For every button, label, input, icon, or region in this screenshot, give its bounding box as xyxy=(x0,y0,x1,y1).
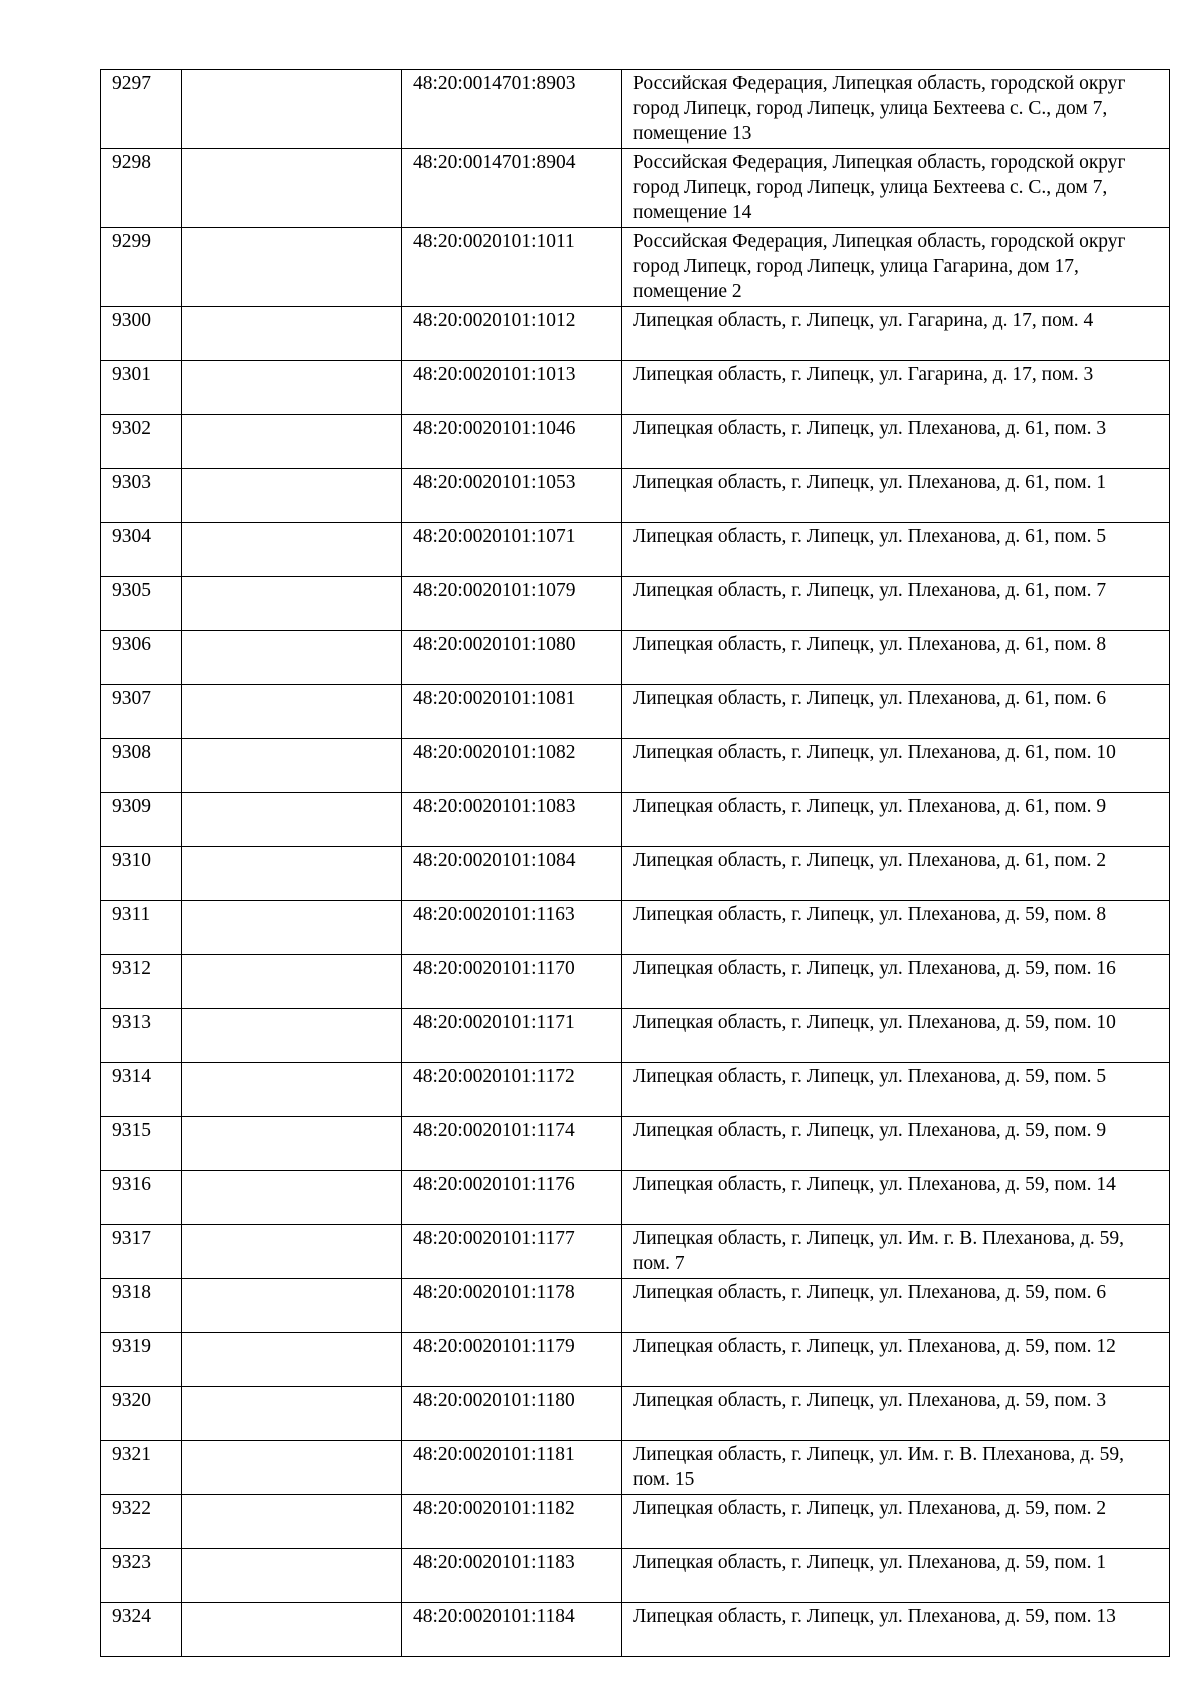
empty-cell xyxy=(182,523,402,577)
table-row xyxy=(101,361,1170,415)
registry-table xyxy=(100,69,1170,1657)
table-row xyxy=(101,685,1170,739)
table-row xyxy=(101,901,1170,955)
table-row xyxy=(101,955,1170,1009)
empty-cell xyxy=(182,1171,402,1225)
empty-cell xyxy=(182,1333,402,1387)
empty-cell xyxy=(182,1495,402,1549)
row-number: 9307 xyxy=(101,685,182,739)
row-number: 9308 xyxy=(101,739,182,793)
cadastral-number: 48:20:0020101:1178 xyxy=(402,1279,622,1333)
cadastral-number: 48:20:0020101:1079 xyxy=(402,577,622,631)
address: Российская Федерация, Липецкая область, городской округ город Липецк, город Липецк, улица Бехтеева с. С., дом 7, помещение 13 xyxy=(622,70,1170,149)
address: Липецкая область, г. Липецк, ул. Плеханова, д. 59, пом. 8 xyxy=(622,901,1170,955)
cadastral-number: 48:20:0020101:1171 xyxy=(402,1009,622,1063)
cadastral-number: 48:20:0020101:1182 xyxy=(402,1495,622,1549)
table-row xyxy=(101,1603,1170,1657)
table-row xyxy=(101,793,1170,847)
cadastral-number: 48:20:0020101:1053 xyxy=(402,469,622,523)
cadastral-number: 48:20:0014701:8904 xyxy=(402,149,622,228)
address: Липецкая область, г. Липецк, ул. Плеханова, д. 61, пом. 2 xyxy=(622,847,1170,901)
row-number: 9316 xyxy=(101,1171,182,1225)
cadastral-number: 48:20:0020101:1163 xyxy=(402,901,622,955)
address: Липецкая область, г. Липецк, ул. Плеханова, д. 61, пом. 5 xyxy=(622,523,1170,577)
empty-cell xyxy=(182,1117,402,1171)
row-number: 9305 xyxy=(101,577,182,631)
address: Липецкая область, г. Липецк, ул. Плеханова, д. 61, пом. 1 xyxy=(622,469,1170,523)
cadastral-number: 48:20:0020101:1080 xyxy=(402,631,622,685)
address: Липецкая область, г. Липецк, ул. Плеханова, д. 61, пом. 7 xyxy=(622,577,1170,631)
table-row xyxy=(101,307,1170,361)
row-number: 9309 xyxy=(101,793,182,847)
empty-cell xyxy=(182,685,402,739)
empty-cell xyxy=(182,1441,402,1495)
row-number: 9298 xyxy=(101,149,182,228)
empty-cell xyxy=(182,228,402,307)
table-row xyxy=(101,739,1170,793)
empty-cell xyxy=(182,901,402,955)
table-row xyxy=(101,149,1170,228)
table-row xyxy=(101,847,1170,901)
empty-cell xyxy=(182,793,402,847)
table-row xyxy=(101,1171,1170,1225)
row-number: 9320 xyxy=(101,1387,182,1441)
cadastral-number: 48:20:0020101:1013 xyxy=(402,361,622,415)
registry-table-body xyxy=(101,70,1170,1657)
empty-cell xyxy=(182,1009,402,1063)
empty-cell xyxy=(182,307,402,361)
row-number: 9319 xyxy=(101,1333,182,1387)
address: Липецкая область, г. Липецк, ул. Плеханова, д. 59, пом. 13 xyxy=(622,1603,1170,1657)
table-row xyxy=(101,1225,1170,1279)
empty-cell xyxy=(182,415,402,469)
address: Липецкая область, г. Липецк, ул. Плеханова, д. 61, пом. 9 xyxy=(622,793,1170,847)
address: Липецкая область, г. Липецк, ул. Плеханова, д. 59, пом. 6 xyxy=(622,1279,1170,1333)
cadastral-number: 48:20:0020101:1179 xyxy=(402,1333,622,1387)
table-row xyxy=(101,1495,1170,1549)
address: Липецкая область, г. Липецк, ул. Гагарина, д. 17, пом. 4 xyxy=(622,307,1170,361)
cadastral-number: 48:20:0020101:1082 xyxy=(402,739,622,793)
cadastral-number: 48:20:0020101:1181 xyxy=(402,1441,622,1495)
empty-cell xyxy=(182,70,402,149)
address: Липецкая область, г. Липецк, ул. Плеханова, д. 61, пом. 3 xyxy=(622,415,1170,469)
cadastral-number: 48:20:0020101:1084 xyxy=(402,847,622,901)
address: Липецкая область, г. Липецк, ул. Им. г. В. Плеханова, д. 59, пом. 15 xyxy=(622,1441,1170,1495)
row-number: 9303 xyxy=(101,469,182,523)
row-number: 9322 xyxy=(101,1495,182,1549)
row-number: 9317 xyxy=(101,1225,182,1279)
empty-cell xyxy=(182,1387,402,1441)
address: Липецкая область, г. Липецк, ул. Плеханова, д. 59, пом. 10 xyxy=(622,1009,1170,1063)
table-row xyxy=(101,415,1170,469)
address: Липецкая область, г. Липецк, ул. Плеханова, д. 59, пом. 1 xyxy=(622,1549,1170,1603)
empty-cell xyxy=(182,1225,402,1279)
address: Липецкая область, г. Липецк, ул. Плеханова, д. 61, пом. 10 xyxy=(622,739,1170,793)
row-number: 9313 xyxy=(101,1009,182,1063)
empty-cell xyxy=(182,469,402,523)
row-number: 9300 xyxy=(101,307,182,361)
cadastral-number: 48:20:0020101:1170 xyxy=(402,955,622,1009)
address: Липецкая область, г. Липецк, ул. Плеханова, д. 59, пом. 12 xyxy=(622,1333,1170,1387)
cadastral-number: 48:20:0020101:1174 xyxy=(402,1117,622,1171)
table-row xyxy=(101,1009,1170,1063)
table-row xyxy=(101,1387,1170,1441)
row-number: 9312 xyxy=(101,955,182,1009)
cadastral-number: 48:20:0020101:1046 xyxy=(402,415,622,469)
row-number: 9297 xyxy=(101,70,182,149)
address: Российская Федерация, Липецкая область, городской округ город Липецк, город Липецк, улица Гагарина, дом 17, помещение 2 xyxy=(622,228,1170,307)
cadastral-number: 48:20:0020101:1176 xyxy=(402,1171,622,1225)
table-row xyxy=(101,577,1170,631)
cadastral-number: 48:20:0020101:1184 xyxy=(402,1603,622,1657)
address: Липецкая область, г. Липецк, ул. Плеханова, д. 61, пом. 8 xyxy=(622,631,1170,685)
empty-cell xyxy=(182,631,402,685)
row-number: 9318 xyxy=(101,1279,182,1333)
cadastral-number: 48:20:0020101:1081 xyxy=(402,685,622,739)
empty-cell xyxy=(182,1603,402,1657)
row-number: 9311 xyxy=(101,901,182,955)
cadastral-number: 48:20:0020101:1180 xyxy=(402,1387,622,1441)
table-row xyxy=(101,523,1170,577)
cadastral-number: 48:20:0020101:1177 xyxy=(402,1225,622,1279)
cadastral-number: 48:20:0014701:8903 xyxy=(402,70,622,149)
empty-cell xyxy=(182,847,402,901)
address: Липецкая область, г. Липецк, ул. Плеханова, д. 59, пом. 2 xyxy=(622,1495,1170,1549)
cadastral-number: 48:20:0020101:1083 xyxy=(402,793,622,847)
empty-cell xyxy=(182,577,402,631)
empty-cell xyxy=(182,149,402,228)
empty-cell xyxy=(182,1279,402,1333)
address: Липецкая область, г. Липецк, ул. Плеханова, д. 61, пом. 6 xyxy=(622,685,1170,739)
row-number: 9304 xyxy=(101,523,182,577)
table-row xyxy=(101,1333,1170,1387)
address: Российская Федерация, Липецкая область, городской округ город Липецк, город Липецк, улица Бехтеева с. С., дом 7, помещение 14 xyxy=(622,149,1170,228)
table-row xyxy=(101,1549,1170,1603)
table-row xyxy=(101,228,1170,307)
address: Липецкая область, г. Липецк, ул. Гагарина, д. 17, пом. 3 xyxy=(622,361,1170,415)
row-number: 9315 xyxy=(101,1117,182,1171)
table-row xyxy=(101,1117,1170,1171)
table-row xyxy=(101,70,1170,149)
table-row xyxy=(101,469,1170,523)
table-row xyxy=(101,1063,1170,1117)
address: Липецкая область, г. Липецк, ул. Плеханова, д. 59, пом. 14 xyxy=(622,1171,1170,1225)
row-number: 9323 xyxy=(101,1549,182,1603)
row-number: 9302 xyxy=(101,415,182,469)
empty-cell xyxy=(182,739,402,793)
address: Липецкая область, г. Липецк, ул. Им. г. В. Плеханова, д. 59, пом. 7 xyxy=(622,1225,1170,1279)
table-row xyxy=(101,631,1170,685)
empty-cell xyxy=(182,1549,402,1603)
row-number: 9321 xyxy=(101,1441,182,1495)
row-number: 9310 xyxy=(101,847,182,901)
cadastral-number: 48:20:0020101:1012 xyxy=(402,307,622,361)
address: Липецкая область, г. Липецк, ул. Плеханова, д. 59, пом. 3 xyxy=(622,1387,1170,1441)
row-number: 9299 xyxy=(101,228,182,307)
empty-cell xyxy=(182,955,402,1009)
row-number: 9301 xyxy=(101,361,182,415)
row-number: 9314 xyxy=(101,1063,182,1117)
table-row xyxy=(101,1279,1170,1333)
cadastral-number: 48:20:0020101:1183 xyxy=(402,1549,622,1603)
row-number: 9306 xyxy=(101,631,182,685)
cadastral-number: 48:20:0020101:1071 xyxy=(402,523,622,577)
table-row xyxy=(101,1441,1170,1495)
empty-cell xyxy=(182,361,402,415)
row-number: 9324 xyxy=(101,1603,182,1657)
address: Липецкая область, г. Липецк, ул. Плеханова, д. 59, пом. 9 xyxy=(622,1117,1170,1171)
cadastral-number: 48:20:0020101:1172 xyxy=(402,1063,622,1117)
address: Липецкая область, г. Липецк, ул. Плеханова, д. 59, пом. 16 xyxy=(622,955,1170,1009)
address: Липецкая область, г. Липецк, ул. Плеханова, д. 59, пом. 5 xyxy=(622,1063,1170,1117)
cadastral-number: 48:20:0020101:1011 xyxy=(402,228,622,307)
empty-cell xyxy=(182,1063,402,1117)
